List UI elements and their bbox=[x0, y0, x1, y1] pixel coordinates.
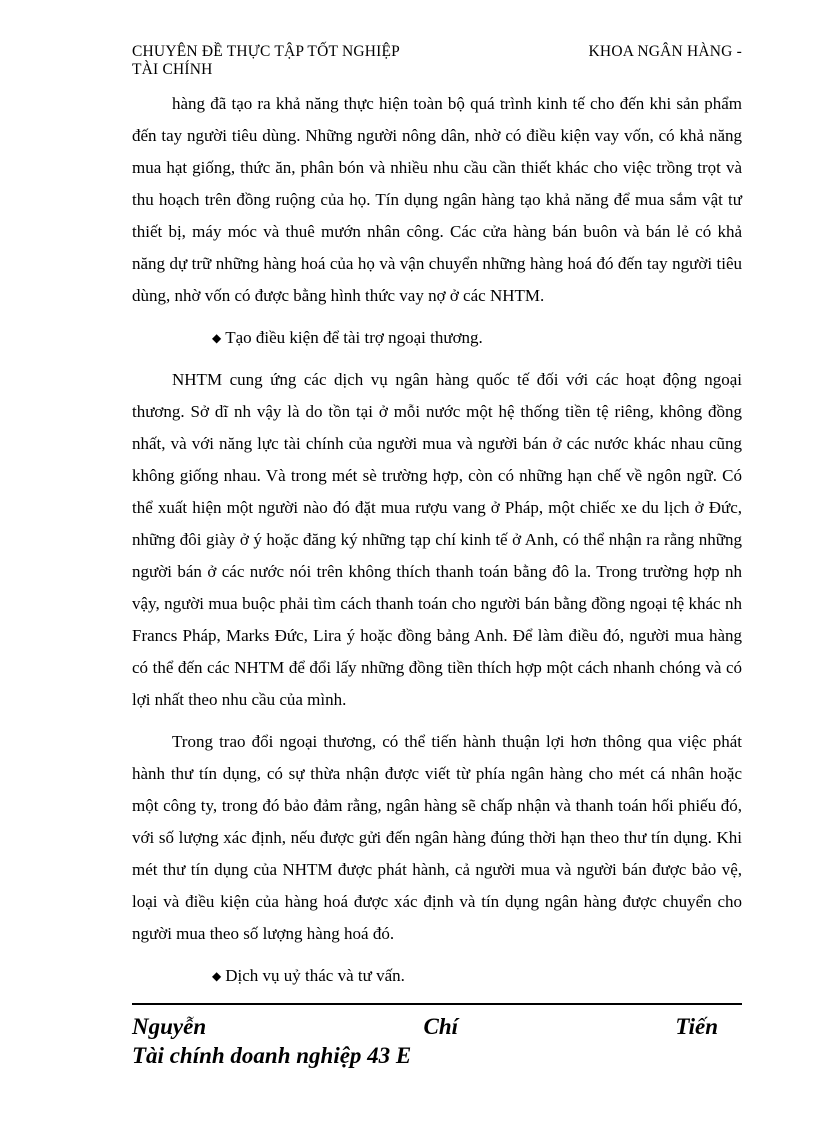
document-body bbox=[132, 88, 742, 1002]
diamond-bullet-icon: ◆ bbox=[212, 331, 222, 345]
paragraph-3: Trong trao đổi ngoại thương, có thể tiến hành thuận lợi hơn thông qua việc phát hành thư tín dụng, có sự thừa nhận được viết từ phía ngân hàng cho mét cá nhân hoặc một công ty, trong đó bảo đảm rằng, ngân hàng sẽ chấp nhận và thanh toán hối phiếu đó, với số lượng xác định, nếu được gửi đến ngân hàng đúng thời hạn theo thư tín dụng. Khi mét thư tín dụng của NHTM được phát hành, cả người mua và người bán được bảo vệ, loại và điều kiện của hàng hoá được xác định và tín dụng ngân hàng được chuyển cho người mua theo số lượng hàng hoá đó. bbox=[132, 732, 742, 943]
footer-word-3: Tiến bbox=[675, 1014, 718, 1039]
bullet-item-1 bbox=[132, 322, 742, 354]
header-right: KHOA NGÂN HÀNG - bbox=[588, 43, 742, 60]
footer-class: Tài chính doanh nghiệp 43 E bbox=[132, 1043, 412, 1068]
bullet-text-1: Tạo điều kiện để tài trợ ngoại thương. bbox=[225, 328, 483, 347]
footer-word-1: Nguyễn bbox=[132, 1014, 207, 1039]
bullet-item-2 bbox=[132, 960, 742, 992]
footer-author bbox=[132, 1014, 718, 1040]
bullet-text-2: Dịch vụ uỷ thác và tư vấn. bbox=[225, 966, 405, 985]
paragraph-1: hàng đã tạo ra khả năng thực hiện toàn bộ quá trình kinh tế cho đến khi sản phẩm đến tay người tiêu dùng. Những người nông dân, nhờ có điều kiện vay vốn, có khả năng mua hạt giống, thức ăn, phân bón và nhiều nhu cầu cần thiết khác cho việc trồng trọt và thu hoạch trên đồng ruộng của họ. Tín dụng ngân hàng tạo khả năng để mua sắm vật tư thiết bị, máy móc và thuê mướn nhân công. Các cửa hàng bán buôn và bán lẻ có khả năng dự trữ những hàng hoá của họ và vận chuyển những hàng hoá đó đến tay người tiêu dùng, nhờ vốn có được bằng hình thức vay nợ ở các NHTM. bbox=[132, 94, 742, 305]
paragraph-2: NHTM cung ứng các dịch vụ ngân hàng quốc tế đối với các hoạt động ngoại thương. Sở dĩ nh vậy là do tồn tại ở mỗi nước một hệ thống tiền tệ riêng, không đồng nhất, và với năng lực tài chính của người mua và người bán ở các nước khác nhau cũng không giống nhau. Và trong mét sè trường hợp, còn có những hạn chế về ngôn ngữ. Có thể xuất hiện một người nào đó đặt mua rượu vang ở Pháp, một chiếc xe du lịch ở Đức, những đôi giày ở ý hoặc đăng ký những tạp chí kinh tế ở Anh, có thể nhận ra rằng những người bán ở các nước nói trên không thích thanh toán bằng đô la. Trong trường hợp nh vậy, người mua buộc phải tìm cách thanh toán cho người bán bằng đồng ngoại tệ khác nh Francs Pháp, Marks Đức, Lira ý hoặc đồng bảng Anh. Để làm điều đó, người mua hàng có thể đến các NHTM để đổi lấy những đồng tiền thích hợp một cách nhanh chóng và có lợi nhất theo nhu cầu của mình. bbox=[132, 370, 742, 709]
header-left: CHUYÊN ĐỀ THỰC TẬP TỐT NGHIỆP bbox=[132, 43, 400, 60]
diamond-bullet-icon: ◆ bbox=[212, 969, 222, 983]
footer-word-2: Chí bbox=[423, 1014, 459, 1039]
header-left-line2: TÀI CHÍNH bbox=[132, 61, 213, 78]
footer-rule bbox=[132, 1003, 742, 1005]
